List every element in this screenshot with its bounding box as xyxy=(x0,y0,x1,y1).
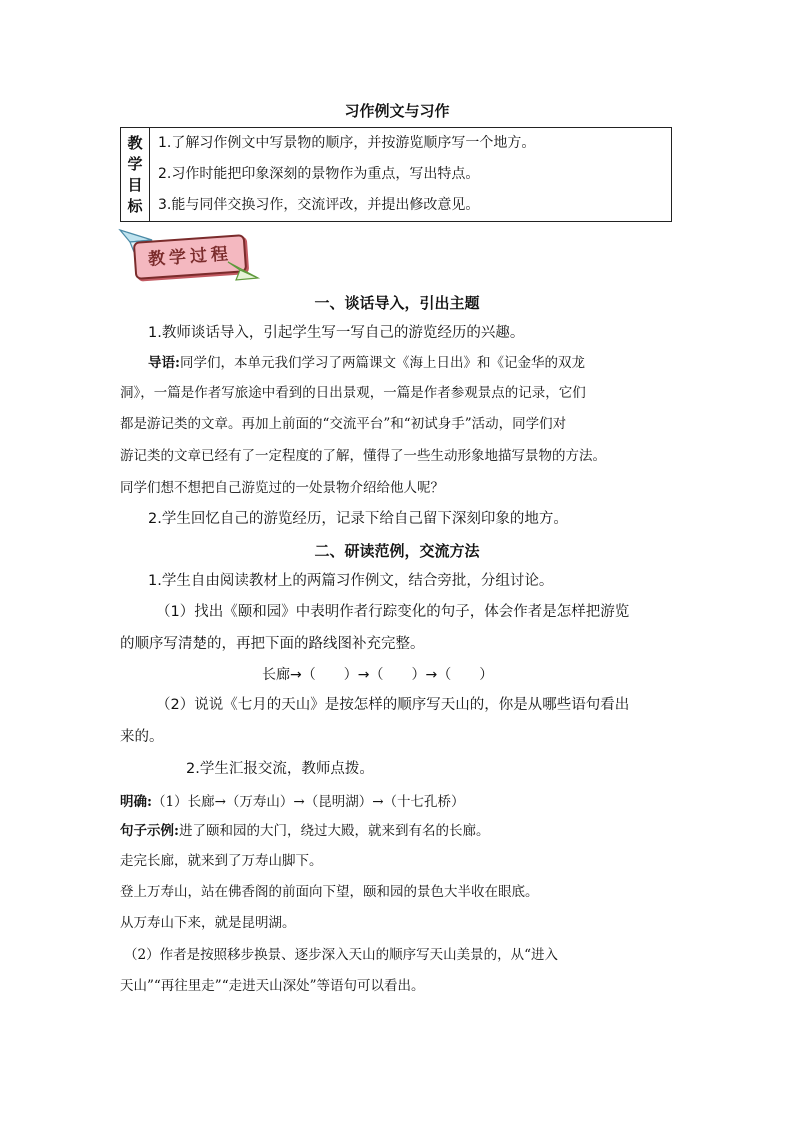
route-diagram: 长廊→（ ）→（ ）→（ ） xyxy=(262,667,494,683)
paragraph: 1.学生自由阅读教材上的两篇习作例文，结合旁批，分组讨论。 xyxy=(148,573,554,589)
lead-paragraph-line: 游记类的文章已经有了一定程度的了解，懂得了一些生动形象地描写景物的方法。 xyxy=(120,448,606,464)
question-line: 的顺序写清楚的，再把下面的路线图补充完整。 xyxy=(120,636,425,652)
answer-line: （2）作者是按照移步换景、逐步深入天山的顺序写天山美景的，从“进入 xyxy=(124,947,558,963)
example-line xyxy=(120,821,680,841)
goal-item: 2.习作时能把印象深刻的景物作为重点，写出特点。 xyxy=(158,166,480,182)
lead-paragraph-line: 都是游记类的文章。再加上前面的“交流平台”和“初试身手”活动，同学们对 xyxy=(120,416,567,432)
clarify-line xyxy=(120,792,680,812)
teaching-process-banner xyxy=(118,226,260,284)
example-line: 登上万寿山，站在佛香阁的前面向下望，颐和园的景色大半收在眼底。 xyxy=(120,884,539,900)
lead-text: 同学们，本单元我们学习了两篇课文《海上日出》和《记金华的双龙 xyxy=(179,355,585,371)
example-line: 从万寿山下来，就是昆明湖。 xyxy=(120,915,296,931)
question-line: 来的。 xyxy=(120,729,164,745)
clarify-text: （1）长廊→（万寿山）→（昆明湖）→（十七孔桥） xyxy=(151,794,465,810)
paragraph: 2.学生汇报交流，教师点拨。 xyxy=(186,761,374,777)
clarify-label: 明确: xyxy=(120,794,152,810)
paragraph: 2.学生回忆自己的游览经历，记录下给自己留下深刻印象的地方。 xyxy=(148,511,568,527)
paper-plane-icon xyxy=(226,256,260,284)
goals-label-char: 目 xyxy=(127,175,143,194)
goals-label xyxy=(121,128,150,222)
goals-list xyxy=(150,128,672,222)
section-heading: 二、研读范例，交流方法 xyxy=(314,542,480,560)
example-text: 进了颐和园的大门，绕过大殿，就来到有名的长廊。 xyxy=(178,823,490,839)
example-label: 句子示例: xyxy=(120,823,179,839)
question-line: （2）说说《七月的天山》是按怎样的顺序写天山的，你是从哪些语句看出 xyxy=(156,697,630,713)
teaching-goals-table xyxy=(120,127,672,222)
section-heading: 一、谈话导入，引出主题 xyxy=(314,294,480,312)
lead-label: 导语: xyxy=(148,355,180,371)
goals-label-char: 教 xyxy=(127,133,143,152)
lead-paragraph-line xyxy=(148,353,708,373)
answer-line: 天山”“再往里走”“走进天山深处”等语句可以看出。 xyxy=(120,978,425,994)
goals-label-char: 学 xyxy=(127,154,143,173)
goals-label-char: 标 xyxy=(127,196,143,215)
lead-paragraph-line: 洞》，一篇是作者写旅途中看到的日出景观，一篇是作者参观景点的记录，它们 xyxy=(120,385,586,401)
goal-item: 3.能与同伴交换习作，交流评改，并提出修改意见。 xyxy=(158,197,480,213)
lead-paragraph-line: 同学们想不想把自己游览过的一处景物介绍给他人呢？ xyxy=(120,480,444,496)
goal-item: 1.了解习作例文中写景物的顺序，并按游览顺序写一个地方。 xyxy=(158,135,536,151)
paragraph: 1.教师谈话导入，引起学生写一写自己的游览经历的兴趣。 xyxy=(148,325,525,341)
question-line: （1）找出《颐和园》中表明作者行踪变化的句子，体会作者是怎样把游览 xyxy=(156,604,630,620)
banner-text: 教学过程 xyxy=(147,244,233,270)
example-line: 走完长廊，就来到了万寿山脚下。 xyxy=(120,853,323,869)
document-title: 习作例文与习作 xyxy=(344,102,450,120)
